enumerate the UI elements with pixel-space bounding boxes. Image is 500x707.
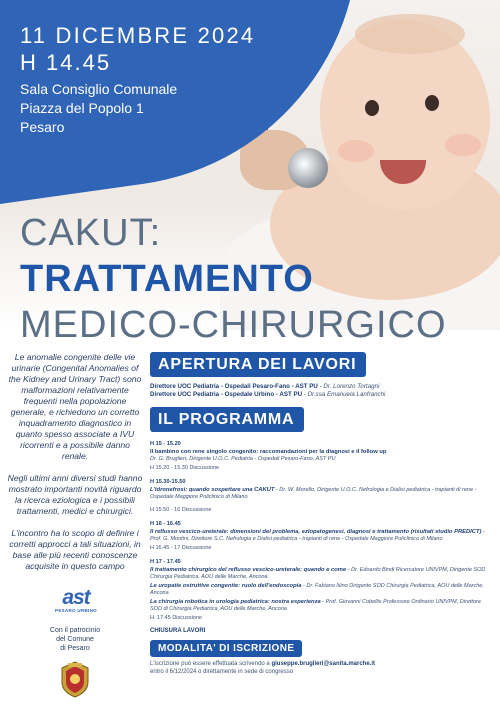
ast-logo-mark: ast bbox=[62, 586, 90, 609]
opening-row-2 bbox=[150, 391, 494, 399]
patronage-text bbox=[30, 626, 120, 653]
event-date: 11 DICEMBRE 2024 bbox=[20, 23, 256, 48]
opening-row2-name: - Dr.ssa Emanuela Lanfranchi bbox=[302, 391, 386, 398]
session-2-speaker: - Dr. W. Morello, Dirigente U.O.C. Nefrologia e Dialisi pediatrica - trapianti di rene - Ospedale Maggiore Policlinico di Milano bbox=[150, 486, 477, 500]
opening-row-1 bbox=[150, 383, 494, 391]
stethoscope-icon bbox=[288, 148, 328, 188]
crest-icon bbox=[58, 660, 92, 698]
opening-row1-name: - Dr. Lorenzo Tortagni bbox=[317, 383, 380, 390]
session-4-discussion: H. 17.45 Discussione bbox=[150, 614, 202, 621]
session-2-time: H 15.30-15.50 bbox=[150, 478, 186, 485]
session-2-title: L'idronefrosi: quando sospettare una CAKUT bbox=[150, 486, 275, 493]
page-title bbox=[20, 210, 490, 348]
title-line1: CAKUT: bbox=[20, 212, 162, 254]
session-4a-title: Il trattamento chirurgico del reflusso vescico-ureterale: quando e come bbox=[150, 566, 347, 573]
opening-row1-role: Direttore UOC Pediatria - Ospedali Pesaro-Fano - AST PU bbox=[150, 383, 318, 390]
title-line2: TRATTAMENTO bbox=[20, 258, 314, 300]
registration-line2: entro il 6/12/2024 o direttamente in sede di congresso bbox=[150, 668, 294, 675]
ast-logo bbox=[48, 588, 104, 613]
intro-paragraph-1: Le anomalie congenite delle vie urinarie (Congenital Anomalies of the Kidney and Urinary Tract) sono malformazioni relativamente frequenti nella popolazione generale, e richiedono un corretto inquadramento diagnostico in quanto spesso associate a IVU ricorrenti e a possibile danno renale. bbox=[8, 352, 142, 461]
session-4-time: H 17 - 17.45 bbox=[150, 558, 181, 565]
session-1 bbox=[150, 440, 494, 472]
patronage-line3: di Pesaro bbox=[60, 645, 90, 652]
session-4b-title: Le uropatie ostruttive congenite: ruolo dell'endoscopia bbox=[150, 582, 302, 589]
session-2-discussion: H 15.50 - 16 Discussione bbox=[150, 506, 212, 513]
session-4 bbox=[150, 558, 494, 622]
intro-text bbox=[6, 352, 144, 583]
session-1-time: H 15 - 15.20 bbox=[150, 441, 181, 447]
session-1-speaker: Dr. G. Bruglieri, Dirigente U.O.C. Pediatria - Ospedali Pesaro-Fano, AST PU bbox=[150, 456, 336, 462]
opening-heading: APERTURA DEI LAVORI bbox=[150, 352, 366, 377]
session-2 bbox=[150, 478, 494, 514]
ast-logo-sub: PESARO URBINO bbox=[55, 608, 97, 613]
session-4a-speaker: - Dr. Edoardo Bindi Ricercatore UNIVPM, Dirigente SOD Chirurgia Pediatrica, AOU delle Marche, Ancona bbox=[150, 566, 486, 580]
program-column bbox=[150, 352, 494, 676]
session-3-time: H 16 - 16.45 bbox=[150, 520, 181, 527]
session-3-discussion: H 16.45 - 17 Discussione bbox=[150, 544, 212, 551]
registration-heading: MODALITA' DI ISCRIZIONE bbox=[150, 640, 302, 657]
registration-email[interactable]: giuseppe.bruglieri@sanita.marche.it bbox=[271, 660, 375, 667]
session-4c-title: La chirurgia robotica in urologia pediatrica: nostra esperienza bbox=[150, 598, 321, 605]
event-venue-line2: Piazza del Popolo 1 bbox=[20, 100, 144, 116]
event-time: H 14.45 bbox=[20, 50, 112, 75]
session-1-title: Il bambino con rene singolo congenito: raccomandazioni per la diagnosi e il follow up bbox=[150, 449, 387, 455]
intro-paragraph-3: L'incontro ha lo scopo di definire i corretti approcci a tali situazioni, in base alle più recenti conoscenze acquisite in questo campo bbox=[9, 528, 141, 571]
session-3 bbox=[150, 520, 494, 552]
closing-label: CHIUSURA LAVORI bbox=[150, 627, 206, 634]
event-info bbox=[20, 22, 255, 137]
session-3-title: Il reflusso vescico-ureterale: dimensioni del problema, eziopatogenesi, diagnosi e trattamento (risultati studio PREDICT) bbox=[150, 528, 482, 535]
session-4b-speaker: - Dr. Fabiano Nino Dirigente SOD Chirurgia Pediatrica, AOU delle Marche, Ancona bbox=[150, 582, 484, 596]
title-line3: MEDICO-CHIRURGICO bbox=[20, 304, 447, 346]
intro-paragraph-2: Negli ultimi anni diversi studi hanno mostrato importanti novità riguardo la ricerca eziologica e i possibili trattamenti, medici e chirurgici. bbox=[7, 473, 143, 516]
opening-row2-role: Direttore UOC Pediatria - Ospedale Urbino - AST PU bbox=[150, 391, 303, 398]
session-4c-speaker: - Prof. Giovanni Cobellis Professore Ordinario UNIVPM, Direttore SOD di Chirurgia Pediatrica, AOU delle Marche, Ancona bbox=[150, 598, 481, 612]
program-heading: IL PROGRAMMA bbox=[150, 407, 304, 432]
session-3-speaker: - Prof. G. Montini, Direttore S.C. Nefrologia e Dialisi pediatrica - trapianti di rene - Ospedale Maggiore Policlinico di Milano bbox=[150, 528, 485, 542]
session-1-discussion: H 15.20 - 15.30 Discussione bbox=[150, 464, 220, 471]
patronage-line1: Con il patrocinio bbox=[49, 627, 101, 634]
registration-text bbox=[150, 660, 494, 676]
event-venue-line3: Pesaro bbox=[20, 119, 65, 135]
registration-line1: L'iscrizione può essere effettuata scrivendo a bbox=[150, 660, 272, 667]
event-venue-line1: Sala Consiglio Comunale bbox=[20, 81, 178, 97]
patronage-line2: del Comune bbox=[56, 636, 94, 643]
